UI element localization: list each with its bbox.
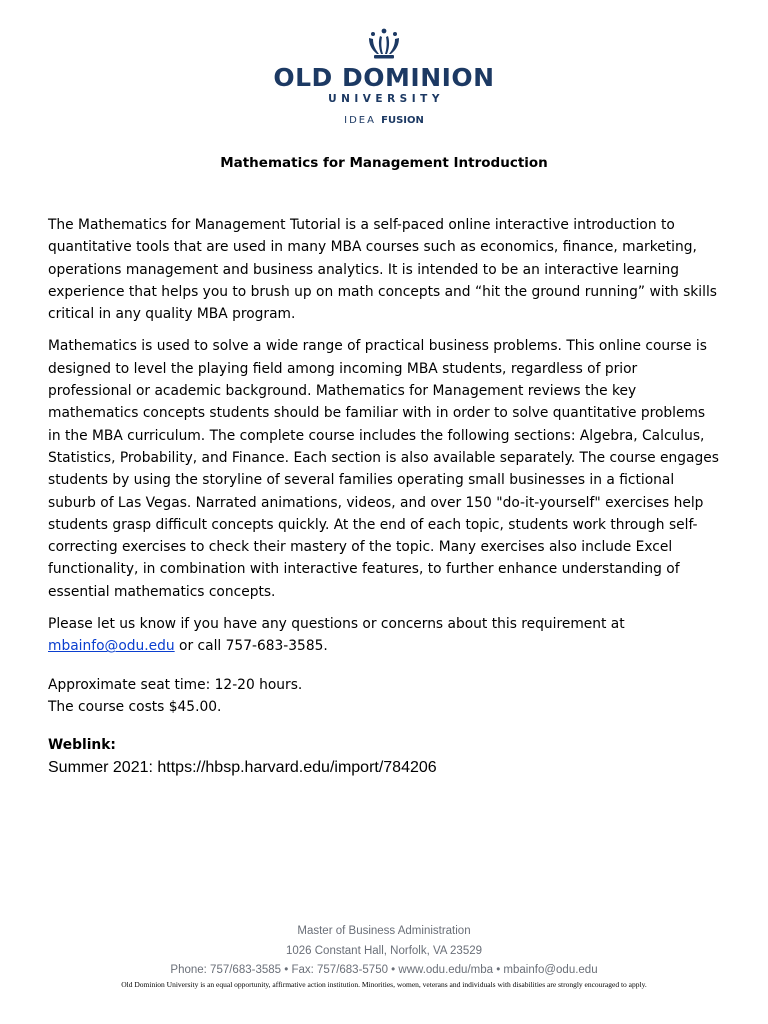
footer-line-address: 1026 Constant Hall, Norfolk, VA 23529 <box>285 944 483 957</box>
footer-line-contact: Phone: 757/683-3585 • Fax: 757/683-5750 • www.odu.edu/mba • mbainfo@odu.edu <box>170 964 598 976</box>
document-body <box>48 214 720 779</box>
course-cost: The course costs $45.00. <box>48 698 222 715</box>
footer-address <box>0 922 768 981</box>
tagline-prefix: IDEA <box>344 115 376 126</box>
weblink-section <box>48 734 720 778</box>
weblink-label: Weblink: <box>48 737 116 754</box>
university-logo <box>0 28 768 128</box>
crown-icon <box>365 28 403 62</box>
contact-phone: or call 757-683-3585. <box>179 638 328 655</box>
contact-email-link[interactable]: mbainfo@odu.edu <box>48 638 175 655</box>
university-name: OLD DOMINION <box>273 63 495 92</box>
footer-eeo-note: Old Dominion University is an equal opportunity, affirmative action institution. Minorities, women, veterans and individuals with disabilities are strongly encouraged to apply. <box>121 980 647 989</box>
university-word: UNIVERSITY <box>328 93 444 105</box>
footer-line-program: Master of Business Administration <box>297 925 471 937</box>
contact-text: Please let us know if you have any questions or concerns about this requirement at <box>48 616 625 633</box>
weblink-value: Summer 2021: https://hbsp.harvard.edu/import/784206 <box>48 758 437 776</box>
tagline-suffix: FUSION <box>381 115 424 126</box>
course-info <box>48 674 720 719</box>
intro-paragraph: The Mathematics for Management Tutorial is a self-paced online interactive introduction to quantitative tools that are used in many MBA courses such as economics, finance, marketing, operations management and business analytics. It is intended to be an interactive learning experience that helps you to brush up on math concepts and “hit the ground running” with skills critical in any quality MBA program. <box>48 217 717 323</box>
idea-fusion-tagline <box>0 114 768 128</box>
document-title: Mathematics for Management Introduction <box>220 155 548 171</box>
seat-time: Approximate seat time: 12-20 hours. <box>48 676 303 693</box>
contact-paragraph <box>48 613 720 658</box>
details-paragraph: Mathematics is used to solve a wide range of practical business problems. This online course is designed to level the playing field among incoming MBA students, regardless of prior professional or academic background. Mathematics for Management reviews the key mathematics concepts students should be familiar with in order to solve quantitative problems in the MBA curriculum. The complete course includes the following sections: Algebra, Calculus, Statistics, Probability, and Finance. Each section is also available separately. The course engages students by using the storyline of several families operating small businesses in a fictional suburb of Las Vegas. Narrated animations, videos, and over 150 "do-it-yourself" exercises help students grasp difficult concepts quickly. At the end of each topic, students work through self-correcting exercises to check their mastery of the topic. Many exercises also include Excel functionality, in combination with interactive features, to further enhance understanding of essential mathematics concepts. <box>48 338 719 600</box>
